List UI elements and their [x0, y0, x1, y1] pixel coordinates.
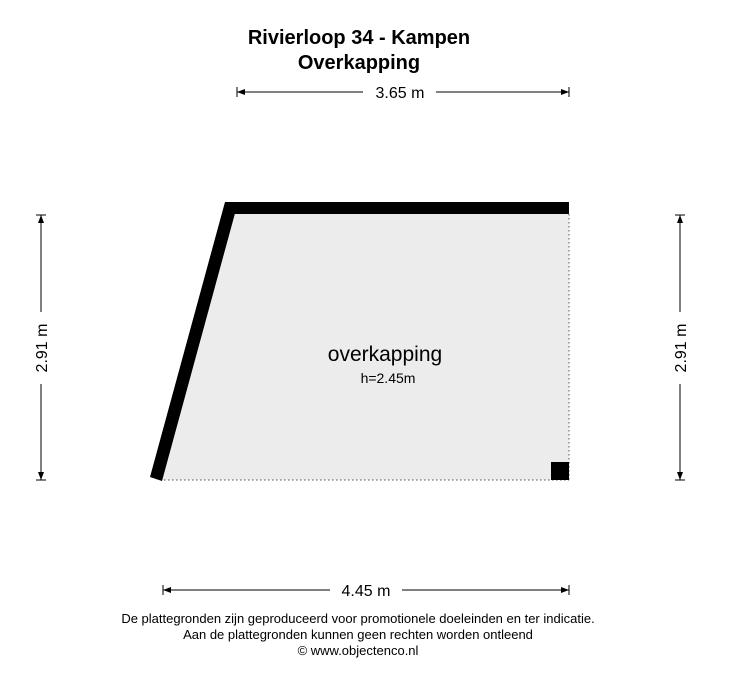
floor-title: Overkapping: [297, 52, 421, 74]
copyright: © www.objectenco.nl: [297, 643, 419, 658]
disclaimer-line-1: De plattegronden zijn geproduceerd voor promotionele doeleinden en ter indicatie.: [121, 611, 595, 626]
dimension-bottom: [163, 583, 569, 600]
wall-top: [225, 202, 569, 214]
dimension-right-label: 2.91 m: [673, 323, 690, 373]
dimension-left: [34, 215, 51, 480]
room-height: h=2.45m: [360, 370, 416, 386]
dimension-bottom-label: 4.45 m: [341, 583, 391, 600]
dimension-top-label: 3.65 m: [375, 85, 425, 102]
plan-title: Rivierloop 34 - Kampen: [247, 27, 471, 49]
dimension-top: [237, 85, 569, 102]
column: [551, 462, 569, 480]
disclaimer-line-2: Aan de plattegronden kunnen geen rechten worden ontleend: [183, 627, 533, 642]
dimension-left-label: 2.91 m: [34, 323, 51, 373]
dimension-right: [673, 215, 690, 480]
room-name: overkapping: [327, 343, 443, 366]
